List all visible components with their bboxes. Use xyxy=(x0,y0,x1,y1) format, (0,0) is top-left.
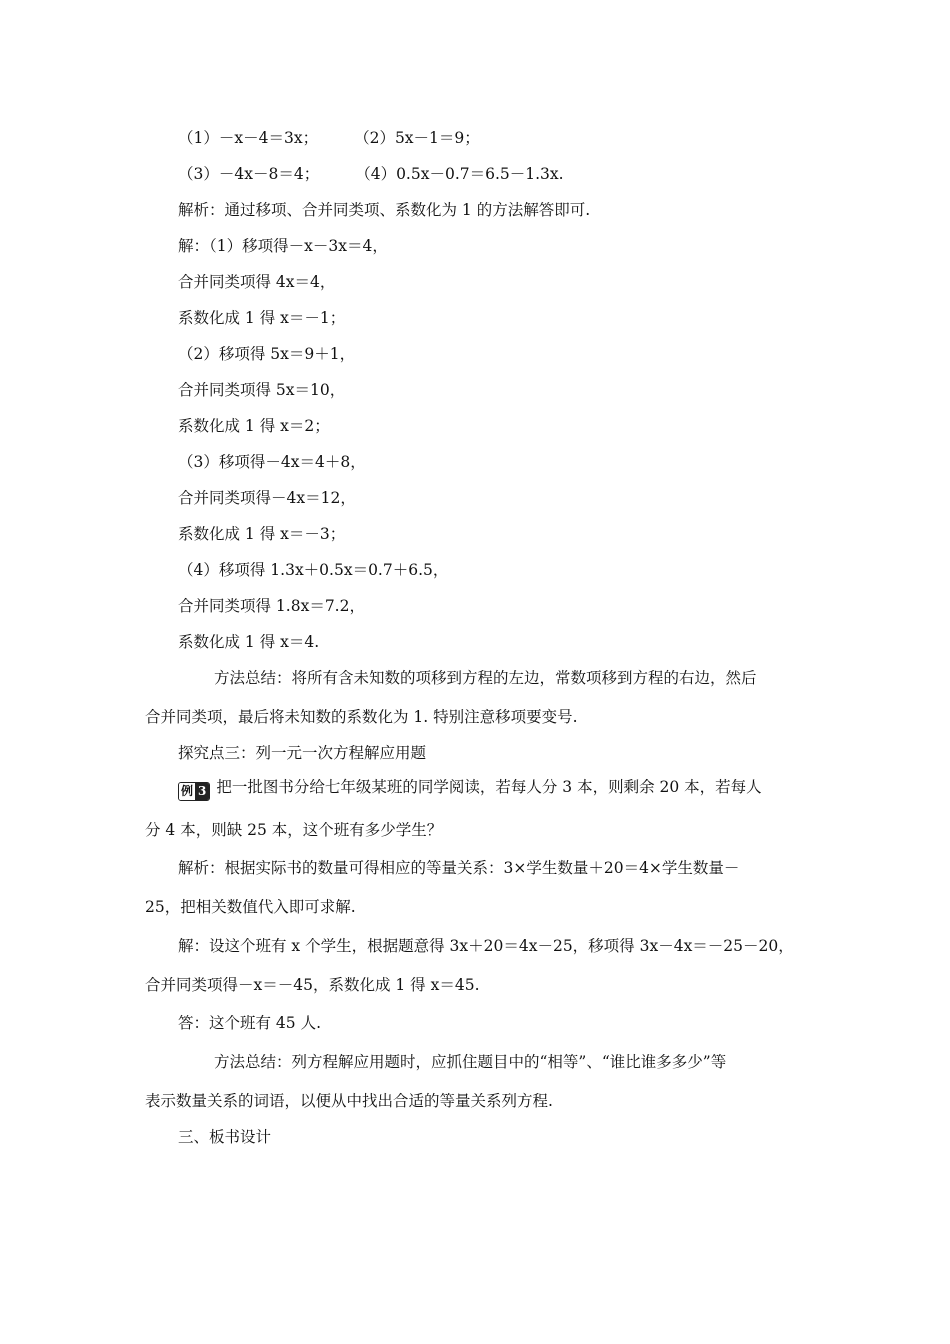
example-3-line-2: 分 4 本，则缺 25 本，这个班有多少学生？ xyxy=(145,821,443,839)
solution-example-3-line-1: 解：设这个班有 x 个学生，根据题意得 3x＋20＝4x－25，移项得 3x－4x＝－25－20， xyxy=(178,937,794,955)
exercise-2: （2）5x－1＝9； xyxy=(354,129,480,147)
method-summary-3-line-1: 方法总结：列方程解应用题时，应抓住题目中的“相等”、“谁比谁多多少”等 xyxy=(214,1053,727,1071)
exercise-1: （1）－x－4＝3x； xyxy=(178,129,319,147)
solution-3-step-3: 系数化成 1 得 x＝－3； xyxy=(178,525,346,543)
exercise-row-2 xyxy=(178,164,564,184)
exercise-3: （3）－4x－8＝4； xyxy=(178,165,320,183)
method-summary-3-line-2: 表示数量关系的词语，以便从中找出合适的等量关系列方程. xyxy=(145,1092,553,1110)
example-3-text: 把一批图书分给七年级某班的同学阅读，若每人分 3 本，则剩余 20 本，若每人 xyxy=(216,778,762,796)
solution-4-step-2: 合并同类项得 1.8x＝7.2， xyxy=(178,597,365,615)
solution-2-step-1: （2）移项得 5x＝9＋1， xyxy=(178,345,356,363)
solution-3-step-1: （3）移项得－4x＝4＋8， xyxy=(178,453,366,471)
solution-3-step-2: 合并同类项得－4x＝12， xyxy=(178,489,356,507)
solution-1-step-2: 合并同类项得 4x＝4， xyxy=(178,273,336,291)
solution-example-3-line-2: 合并同类项得－x＝－45，系数化成 1 得 x＝45. xyxy=(145,976,480,994)
solution-2-step-3: 系数化成 1 得 x＝2； xyxy=(178,417,330,435)
exercise-row-1 xyxy=(178,128,480,148)
section-heading-point-3: 探究点三：列一元一次方程解应用题 xyxy=(178,744,427,762)
analysis-1: 解析：通过移项、合并同类项、系数化为 1 的方法解答即可. xyxy=(178,201,591,219)
solution-4-step-3: 系数化成 1 得 x＝4. xyxy=(178,633,320,651)
solution-1-step-3: 系数化成 1 得 x＝－1； xyxy=(178,309,346,327)
solution-2-step-2: 合并同类项得 5x＝10， xyxy=(178,381,346,399)
answer-line: 答：这个班有 45 人. xyxy=(178,1014,322,1032)
analysis-3-line-1: 解析：根据实际书的数量可得相应的等量关系：3×学生数量＋20＝4×学生数量－ xyxy=(178,859,740,877)
exercise-4: （4）0.5x－0.7＝6.5－1.3x. xyxy=(355,165,564,183)
example-3-line-1 xyxy=(178,777,762,801)
method-summary-1-line-2: 合并同类项，最后将未知数的系数化为 1. 特别注意移项要变号. xyxy=(145,708,578,726)
solution-1-step-1: 解：（1）移项得－x－3x＝4， xyxy=(178,237,388,255)
solution-4-step-1: （4）移项得 1.3x＋0.5x＝0.7＋6.5， xyxy=(178,561,449,579)
example-badge: 例 3 xyxy=(178,782,210,801)
method-summary-1-line-1: 方法总结：将所有含未知数的项移到方程的左边，常数项移到方程的右边，然后 xyxy=(214,669,757,687)
analysis-3-line-2: 25，把相关数值代入即可求解. xyxy=(145,898,356,916)
section-heading-3: 三、板书设计 xyxy=(178,1128,272,1146)
